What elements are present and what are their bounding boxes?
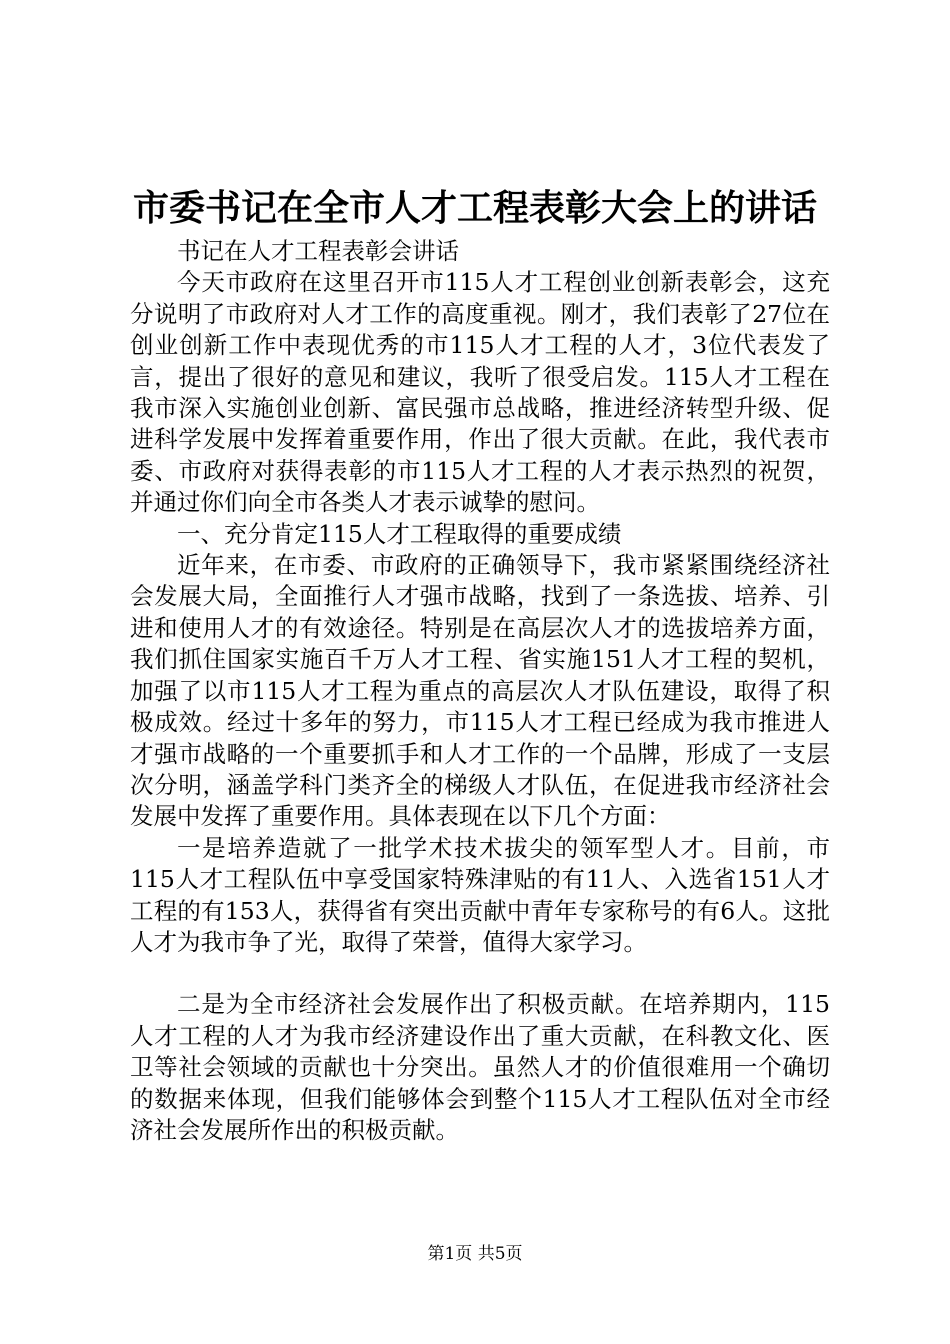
body-paragraph: 今天市政府在这里召开市115人才工程创业创新表彰会，这充分说明了市政府对人才工作的高度重视。刚才，我们表彰了27位在创业创新工作中表现优秀的市115人才工程的人才，3位代表发了言，提出了很好的意见和建议，我听了很受启发。115人才工程在我市深入实施创业创新、富民强市总战略，推进经济转型升级、促进科学发展中发挥着重要作用，作出了很大贡献。在此，我代表市委、市政府对获得表彰的市115人才工程的人才表示热烈的祝贺，并通过你们向全市各类人才表示诚挚的慰问。 xyxy=(130,268,830,517)
document-title: 市委书记在全市人才工程表彰大会上的讲话 xyxy=(132,187,817,229)
section-heading: 一、充分肯定115人才工程取得的重要成绩 xyxy=(177,519,622,548)
body-paragraph: 近年来，在市委、市政府的正确领导下，我市紧紧围绕经济社会发展大局，全面推行人才强市战略，找到了一条选拔、培养、引进和使用人才的有效途径。特别是在高层次人才的选拔培养方面，我们抓住国家实施百千万人才工程、省实施151人才工程的契机，加强了以市115人才工程为重点的高层次人才队伍建设，取得了积极成效。经过十多年的努力，市115人才工程已经成为我市推进人才强市战略的一个重要抓手和人才工作的一个品牌，形成了一支层次分明，涵盖学科门类齐全的梯级人才队伍，在促进我市经济社会发展中发挥了重要作用。具体表现在以下几个方面： xyxy=(130,551,830,831)
page-number-footer: 第1页 共5页 xyxy=(427,1244,523,1264)
body-paragraph: 一是培养造就了一批学术技术拔尖的领军型人才。目前，市115人才工程队伍中享受国家特殊津贴的有11人、入选省151人才工程的有153人，获得省有突出贡献中青年专家称号的有6人。这批人才为我市争了光，取得了荣誉，值得大家学习。 xyxy=(130,833,830,956)
document-body xyxy=(130,236,830,1146)
body-paragraph: 二是为全市经济社会发展作出了积极贡献。在培养期内，115人才工程的人才为我市经济建设作出了重大贡献，在科教文化、医卫等社会领域的贡献也十分突出。虽然人才的价值很难用一个确切的数据来体现，但我们能够体会到整个115人才工程队伍对全市经济社会发展所作出的积极贡献。 xyxy=(130,990,830,1144)
subtitle-paragraph: 书记在人才工程表彰会讲话 xyxy=(177,237,459,265)
